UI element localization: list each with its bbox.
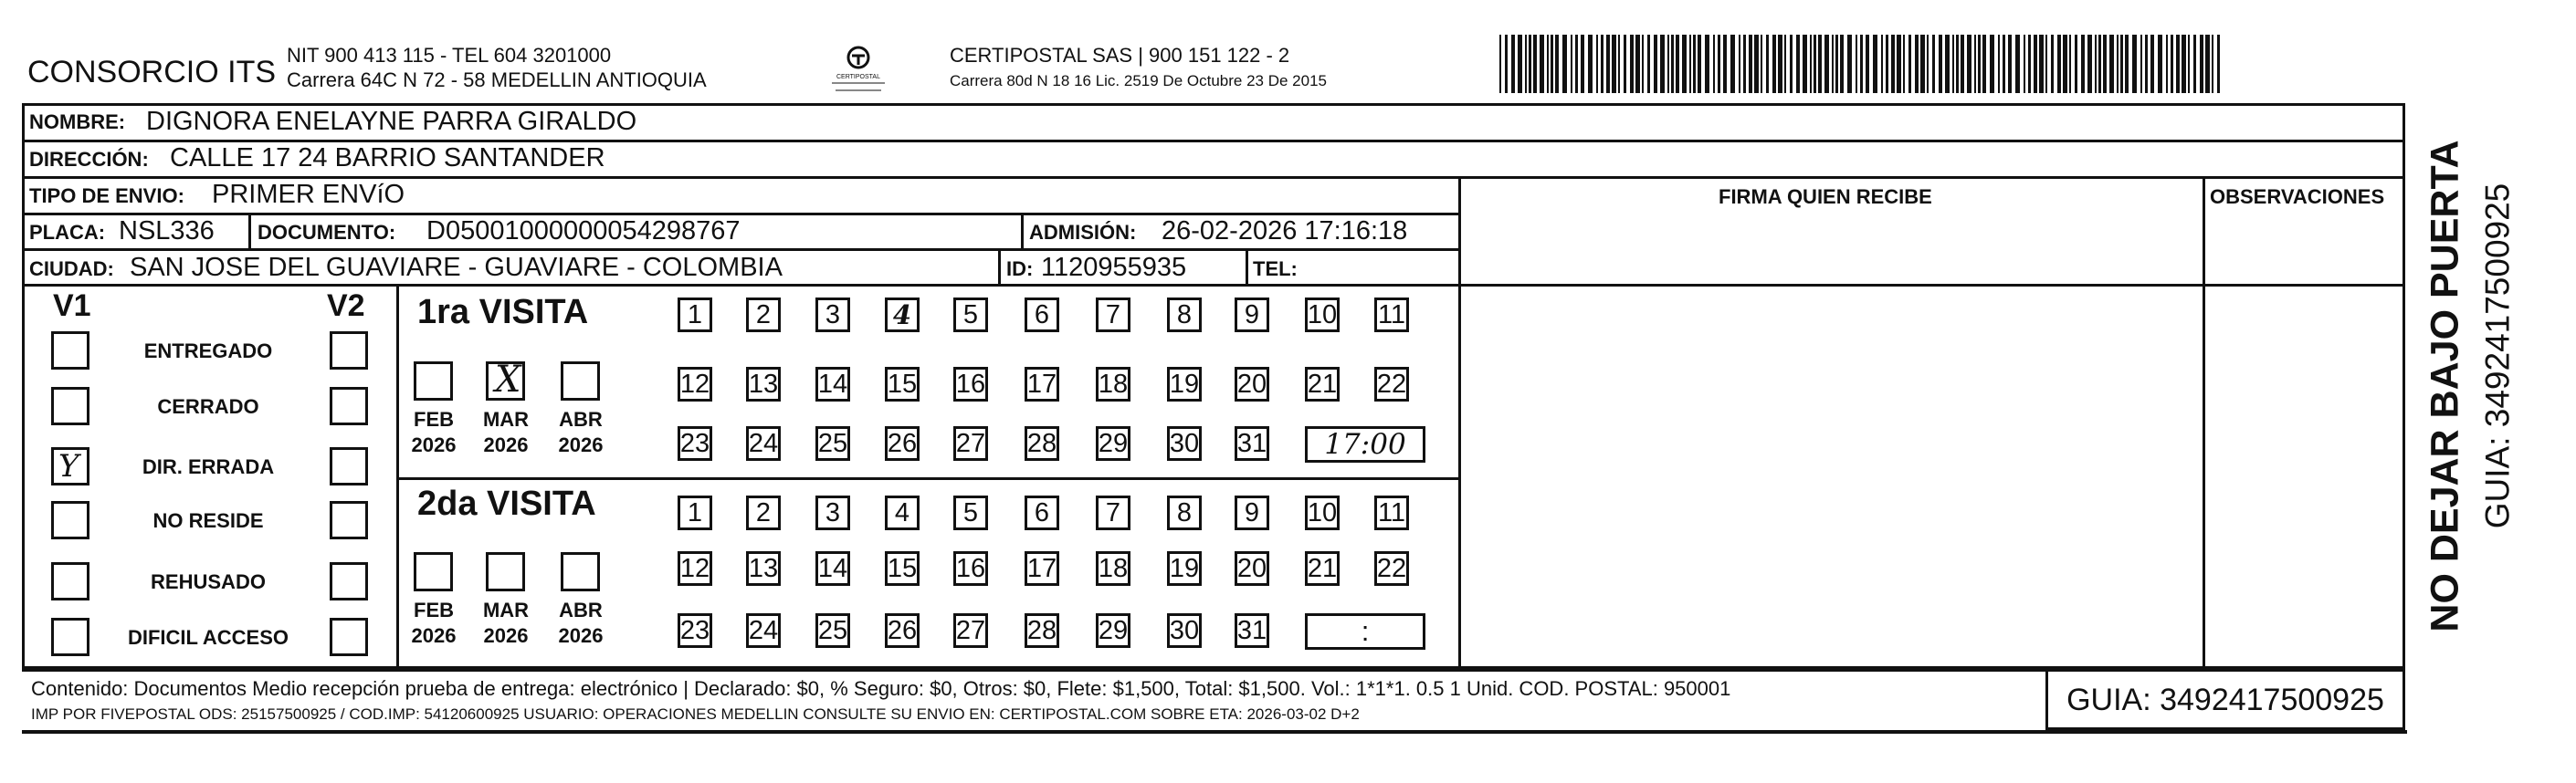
day-cell: 22 xyxy=(1374,367,1409,402)
side-guia: GUIA: 3492417500925 xyxy=(2478,183,2517,529)
side-warning: NO DEJAR BAJO PUERTA xyxy=(2423,140,2467,632)
ciudad-value: SAN JOSE DEL GUAVIARE - GUAVIARE - COLOMBIA xyxy=(130,253,783,282)
day-cell: 13 xyxy=(746,367,781,402)
day-cell: 11 xyxy=(1374,298,1409,332)
day-cell: 31 xyxy=(1235,613,1269,648)
footer-content-line: Contenido: Documentos Medio recepción prueba de entrega: electrónico | Declarado: $0, % Seguro: $0, Otros: $0, Flete: $1,500, Total: $1,500. Vol.: 1*1*1. 0.5 1 Unid. COD. POSTAL: 950001 xyxy=(31,677,1731,700)
v2-checkbox xyxy=(330,562,368,600)
day-cell: 11 xyxy=(1374,496,1409,530)
v1-handwritten-mark: Y xyxy=(58,448,79,485)
day-cell: 14 xyxy=(815,367,850,402)
status-option-label: DIR. ERRADA xyxy=(142,455,275,478)
day-cell: 2 xyxy=(746,298,781,332)
day-cell: 8 xyxy=(1167,496,1202,530)
day-cell: 19 xyxy=(1167,367,1202,402)
day-cell: 5 xyxy=(953,298,988,332)
day-cell: 5 xyxy=(953,496,988,530)
day-cell: 27 xyxy=(953,426,988,461)
tipo-envio-label: TIPO DE ENVIO: xyxy=(29,184,184,207)
id-value: 1120955935 xyxy=(1041,253,1187,282)
day-cell: 25 xyxy=(815,613,850,648)
guia-box xyxy=(2045,669,2405,730)
month-name: FEB xyxy=(414,599,454,621)
time-box: 17:00 xyxy=(1305,426,1425,463)
month-name: MAR xyxy=(482,408,530,431)
v2-checkbox xyxy=(330,447,368,485)
day-cell: 18 xyxy=(1096,551,1130,586)
month-checkbox xyxy=(414,361,453,401)
day-cell: 31 xyxy=(1235,426,1269,461)
barcode xyxy=(1498,35,2228,93)
day-cell: 21 xyxy=(1305,367,1340,402)
v1-checkbox xyxy=(51,387,89,425)
month-year: 2026 xyxy=(483,624,529,647)
day-cell: 8 xyxy=(1167,298,1202,332)
ciudad-label: CIUDAD: xyxy=(29,257,114,280)
month-handwritten-mark: X xyxy=(495,359,521,401)
day-cell: 7 xyxy=(1096,298,1130,332)
time-box: : xyxy=(1305,613,1425,650)
month-checkbox xyxy=(561,552,600,591)
month-year: 2026 xyxy=(558,433,604,456)
nombre-label: NOMBRE: xyxy=(29,110,126,133)
v2-checkbox xyxy=(330,387,368,425)
tipo-envio-value: PRIMER ENVíO xyxy=(212,180,405,209)
day-cell: 16 xyxy=(953,367,988,402)
month-name: MAR xyxy=(482,599,530,621)
day-cell: 26 xyxy=(885,613,920,648)
company-nit: NIT 900 413 115 - TEL 604 3201000 xyxy=(287,44,612,67)
direccion-label: DIRECCIÓN: xyxy=(29,148,149,171)
day-cell: 4 xyxy=(885,298,920,332)
month-checkbox xyxy=(414,552,453,591)
documento-label: DOCUMENTO: xyxy=(258,221,396,244)
day-cell: 21 xyxy=(1305,551,1340,586)
day-cell: 6 xyxy=(1025,298,1059,332)
day-cell: 17 xyxy=(1025,551,1059,586)
day-cell: 16 xyxy=(953,551,988,586)
month-year: 2026 xyxy=(483,433,529,456)
status-option-label: CERRADO xyxy=(157,395,259,418)
day-cell: 20 xyxy=(1235,367,1269,402)
day-cell: 13 xyxy=(746,551,781,586)
day-cell: 1 xyxy=(678,496,712,530)
day-cell: 30 xyxy=(1167,426,1202,461)
nombre-value: DIGNORA ENELAYNE PARRA GIRALDO xyxy=(146,107,637,136)
day-cell: 6 xyxy=(1025,496,1059,530)
day-cell: 3 xyxy=(815,496,850,530)
month-name: FEB xyxy=(414,408,454,431)
day-cell: 20 xyxy=(1235,551,1269,586)
day-cell: 24 xyxy=(746,613,781,648)
admision-label: ADMISIÓN: xyxy=(1029,221,1137,244)
v1-checkbox xyxy=(51,331,89,370)
firma-label: FIRMA QUIEN RECIBE xyxy=(1719,185,1932,208)
day-cell: 25 xyxy=(815,426,850,461)
day-cell: 19 xyxy=(1167,551,1202,586)
v2-checkbox xyxy=(330,501,368,539)
day-cell: 10 xyxy=(1305,496,1340,530)
v1-checkbox xyxy=(51,562,89,600)
v1-checkbox xyxy=(51,618,89,656)
company-name: CONSORCIO ITS xyxy=(27,55,277,89)
month-name: ABR xyxy=(559,599,603,621)
status-option-label: NO RESIDE xyxy=(152,509,264,532)
direccion-value: CALLE 17 24 BARRIO SANTANDER xyxy=(170,143,605,172)
visit1-title: 1ra VISITA xyxy=(417,293,589,331)
month-checkbox xyxy=(561,361,600,401)
day-cell: 18 xyxy=(1096,367,1130,402)
day-cell: 14 xyxy=(815,551,850,586)
certipostal-logo xyxy=(826,42,890,97)
day-cell: 23 xyxy=(678,426,712,461)
day-cell: 15 xyxy=(885,367,920,402)
v2-label: V2 xyxy=(327,288,365,323)
day-cell: 29 xyxy=(1096,426,1130,461)
observaciones-label: OBSERVACIONES xyxy=(2210,185,2385,208)
day-cell: 17 xyxy=(1025,367,1059,402)
month-checkbox xyxy=(486,552,525,591)
placa-label: PLACA: xyxy=(29,221,106,244)
day-cell: 10 xyxy=(1305,298,1340,332)
status-option-label: REHUSADO xyxy=(151,570,266,593)
carrier-address: Carrera 80d N 18 16 Lic. 2519 De Octubre 23 De 2015 xyxy=(950,72,1327,89)
day-cell: 4 xyxy=(885,496,920,530)
day-cell: 2 xyxy=(746,496,781,530)
day-cell: 22 xyxy=(1374,551,1409,586)
day-cell: 15 xyxy=(885,551,920,586)
day-cell: 23 xyxy=(678,613,712,648)
logo-text: CERTIPOSTAL xyxy=(836,74,880,80)
placa-value: NSL336 xyxy=(119,216,215,245)
documento-value: D05001000000054298767 xyxy=(426,216,741,245)
month-year: 2026 xyxy=(411,624,457,647)
v1-label: V1 xyxy=(53,288,91,323)
month-year: 2026 xyxy=(411,433,457,456)
day-cell: 12 xyxy=(678,367,712,402)
day-cell: 28 xyxy=(1025,613,1059,648)
day-cell: 1 xyxy=(678,298,712,332)
admision-value: 26-02-2026 17:16:18 xyxy=(1162,216,1408,245)
v1-checkbox xyxy=(51,501,89,539)
day-cell: 12 xyxy=(678,551,712,586)
carrier-name: CERTIPOSTAL SAS | 900 151 122 - 2 xyxy=(950,44,1290,67)
day-cell: 27 xyxy=(953,613,988,648)
status-option-label: ENTREGADO xyxy=(143,339,273,362)
day-cell: 29 xyxy=(1096,613,1130,648)
day-cell: 9 xyxy=(1235,298,1269,332)
footer-print-line: IMP POR FIVEPOSTAL ODS: 25157500925 / COD.IMP: 54120600925 USUARIO: OPERACIONES MEDELLIN CONSULTE SU ENVIO EN: CERTIPOSTAL.COM SOBRE ETA: 2026-03-02 D+2 xyxy=(31,705,1360,723)
day-cell: 7 xyxy=(1096,496,1130,530)
id-label: ID: xyxy=(1006,257,1034,280)
status-option-label: DIFICIL ACCESO xyxy=(127,626,289,649)
day-cell: 3 xyxy=(815,298,850,332)
day-cell: 30 xyxy=(1167,613,1202,648)
v2-checkbox xyxy=(330,618,368,656)
month-name: ABR xyxy=(559,408,603,431)
day-cell: 26 xyxy=(885,426,920,461)
day-cell: 9 xyxy=(1235,496,1269,530)
day-cell: 24 xyxy=(746,426,781,461)
company-address: Carrera 64C N 72 - 58 MEDELLIN ANTIOQUIA xyxy=(287,68,707,91)
tel-label: TEL: xyxy=(1253,257,1298,280)
v2-checkbox xyxy=(330,331,368,370)
day-cell: 28 xyxy=(1025,426,1059,461)
month-year: 2026 xyxy=(558,624,604,647)
guia-box-text: GUIA: 3492417500925 xyxy=(2066,682,2384,717)
visit2-title: 2da VISITA xyxy=(417,485,596,523)
